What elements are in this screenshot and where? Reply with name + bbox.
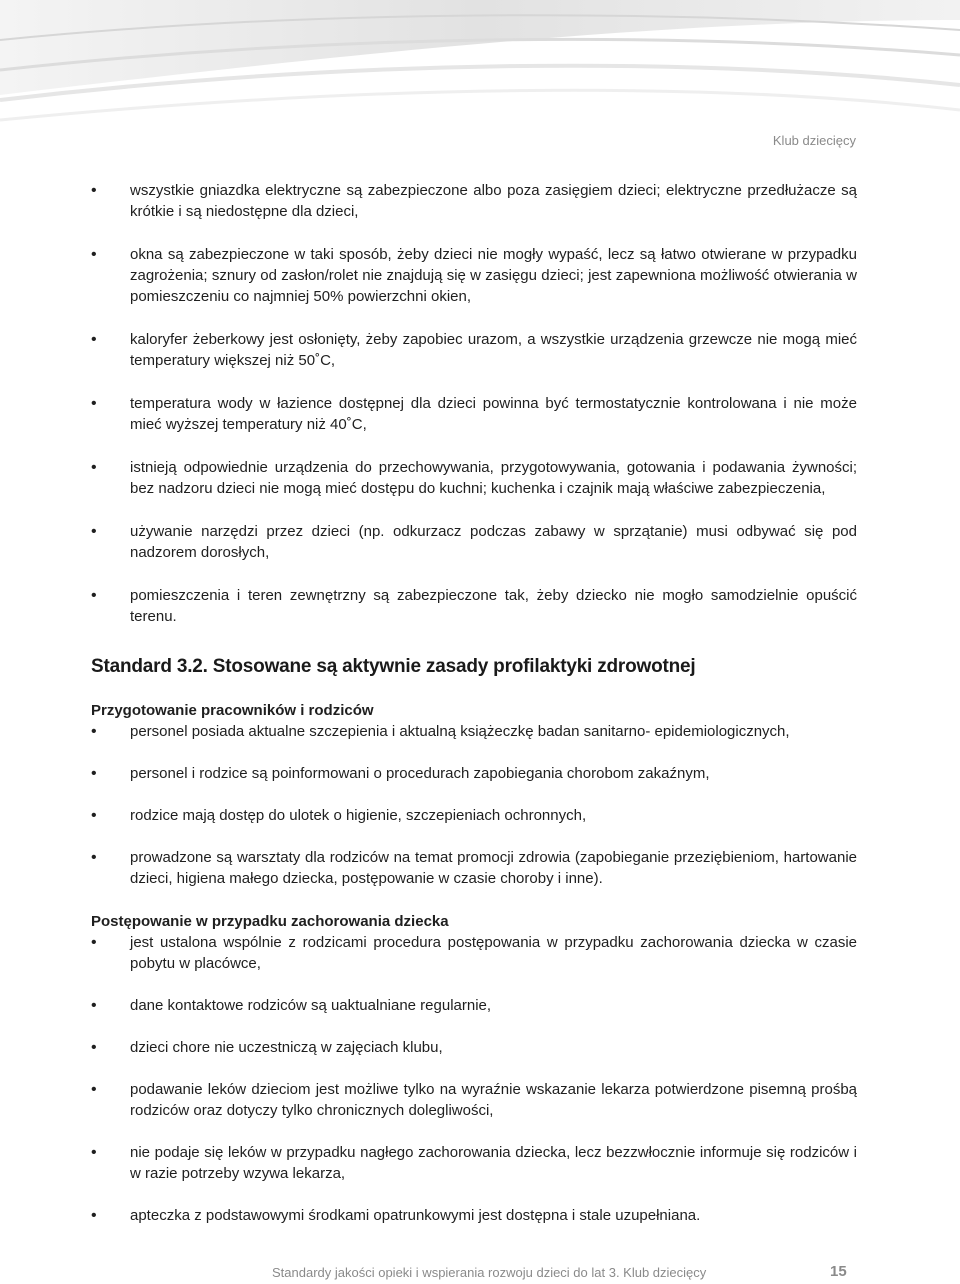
list-item: • kaloryfer żeberkowy jest osłonięty, żeby zapobiec urazom, a wszystkie urządzenia grzewcze nie mogą mieć temperatury większej niż 50˚C, [91,329,857,371]
list-item: • podawanie leków dzieciom jest możliwe tylko na wyraźnie wskazanie lekarza potwierdzone pisemną prośbą rodziców oraz dotyczy tylko chronicznych dolegliwości, [91,1079,857,1121]
running-head: Klub dziecięcy [772,133,856,148]
safety-bullet-list [91,180,857,627]
list-item: • personel i rodzice są poinformowani o procedurach zapobiegania chorobom zakaźnym, [91,763,857,784]
list-item: • rodzice mają dostęp do ulotek o higienie, szczepieniach ochronnych, [91,805,857,826]
list-item: • prowadzone są warsztaty dla rodziców na temat promocji zdrowia (zapobieganie przeziębieniom, hartowanie dzieci, higiena małego dziecka, postępowanie w czasie choroby i inne). [91,847,857,889]
list-item: • personel posiada aktualne szczepienia i aktualną książeczkę badan sanitarno- epidemiologicznych, [91,721,857,742]
list-item: • pomieszczenia i teren zewnętrzny są zabezpieczone tak, żeby dziecko nie mogło samodzielnie opuścić terenu. [91,585,857,627]
list-item: • dane kontaktowe rodziców są uaktualniane regularnie, [91,995,857,1016]
list-item: • nie podaje się leków w przypadku nagłego zachorowania dziecka, lecz bezzwłocznie informuje się rodziców i w razie potrzeby wzywa lekarza, [91,1142,857,1184]
subheading-illness-procedure: Postępowanie w przypadku zachorowania dziecka [91,913,449,930]
list-item: • używanie narzędzi przez dzieci (np. odkurzacz podczas zabawy w sprzątanie) musi odbywać się pod nadzorem dorosłych, [91,521,857,563]
list-item: • okna są zabezpieczone w taki sposób, żeby dzieci nie mogły wypaść, lecz są łatwo otwierane w przypadku zagrożenia; sznury od zasłon/rolet nie znajdują się w zasięgu dzieci; jest zapewniona możliwość otwierania w pomieszczeniu co najmniej 50% powierzchni okien, [91,244,857,307]
staff-preparation-list [91,721,857,889]
section-title: Standard 3.2. Stosowane są aktywnie zasady profilaktyki zdrowotnej [91,656,696,677]
list-item: • jest ustalona wspólnie z rodzicami procedura postępowania w przypadku zachorowania dziecka w czasie pobytu w placówce, [91,932,857,974]
list-item: • dzieci chore nie uczestniczą w zajęciach klubu, [91,1037,857,1058]
list-item: • apteczka z podstawowymi środkami opatrunkowymi jest dostępna i stale uzupełniana. [91,1205,857,1226]
page-number: 15 [830,1263,847,1280]
illness-procedure-list [91,932,857,1226]
list-item: • istnieją odpowiednie urządzenia do przechowywania, przygotowywania, gotowania i podawania żywności; bez nadzoru dzieci nie mogą mieć dostępu do kuchni; kuchenka i czajnik mają właściwe zabezpieczenia, [91,457,857,499]
page-content [91,180,857,1226]
subheading-staff-preparation: Przygotowanie pracowników i rodziców [91,702,374,719]
list-item: • wszystkie gniazdka elektryczne są zabezpieczone albo poza zasięgiem dzieci; elektryczne przedłużacze są krótkie i są niedostępne dla dzieci, [91,180,857,222]
footer-text: Standardy jakości opieki i wspierania rozwoju dzieci do lat 3. Klub dziecięcy [272,1265,707,1280]
list-item: • temperatura wody w łazience dostępnej dla dzieci powinna być termostatycznie kontrolowana i nie może mieć wyższej temperatury niż 40˚C, [91,393,857,435]
header-swoosh-decoration [0,0,960,130]
